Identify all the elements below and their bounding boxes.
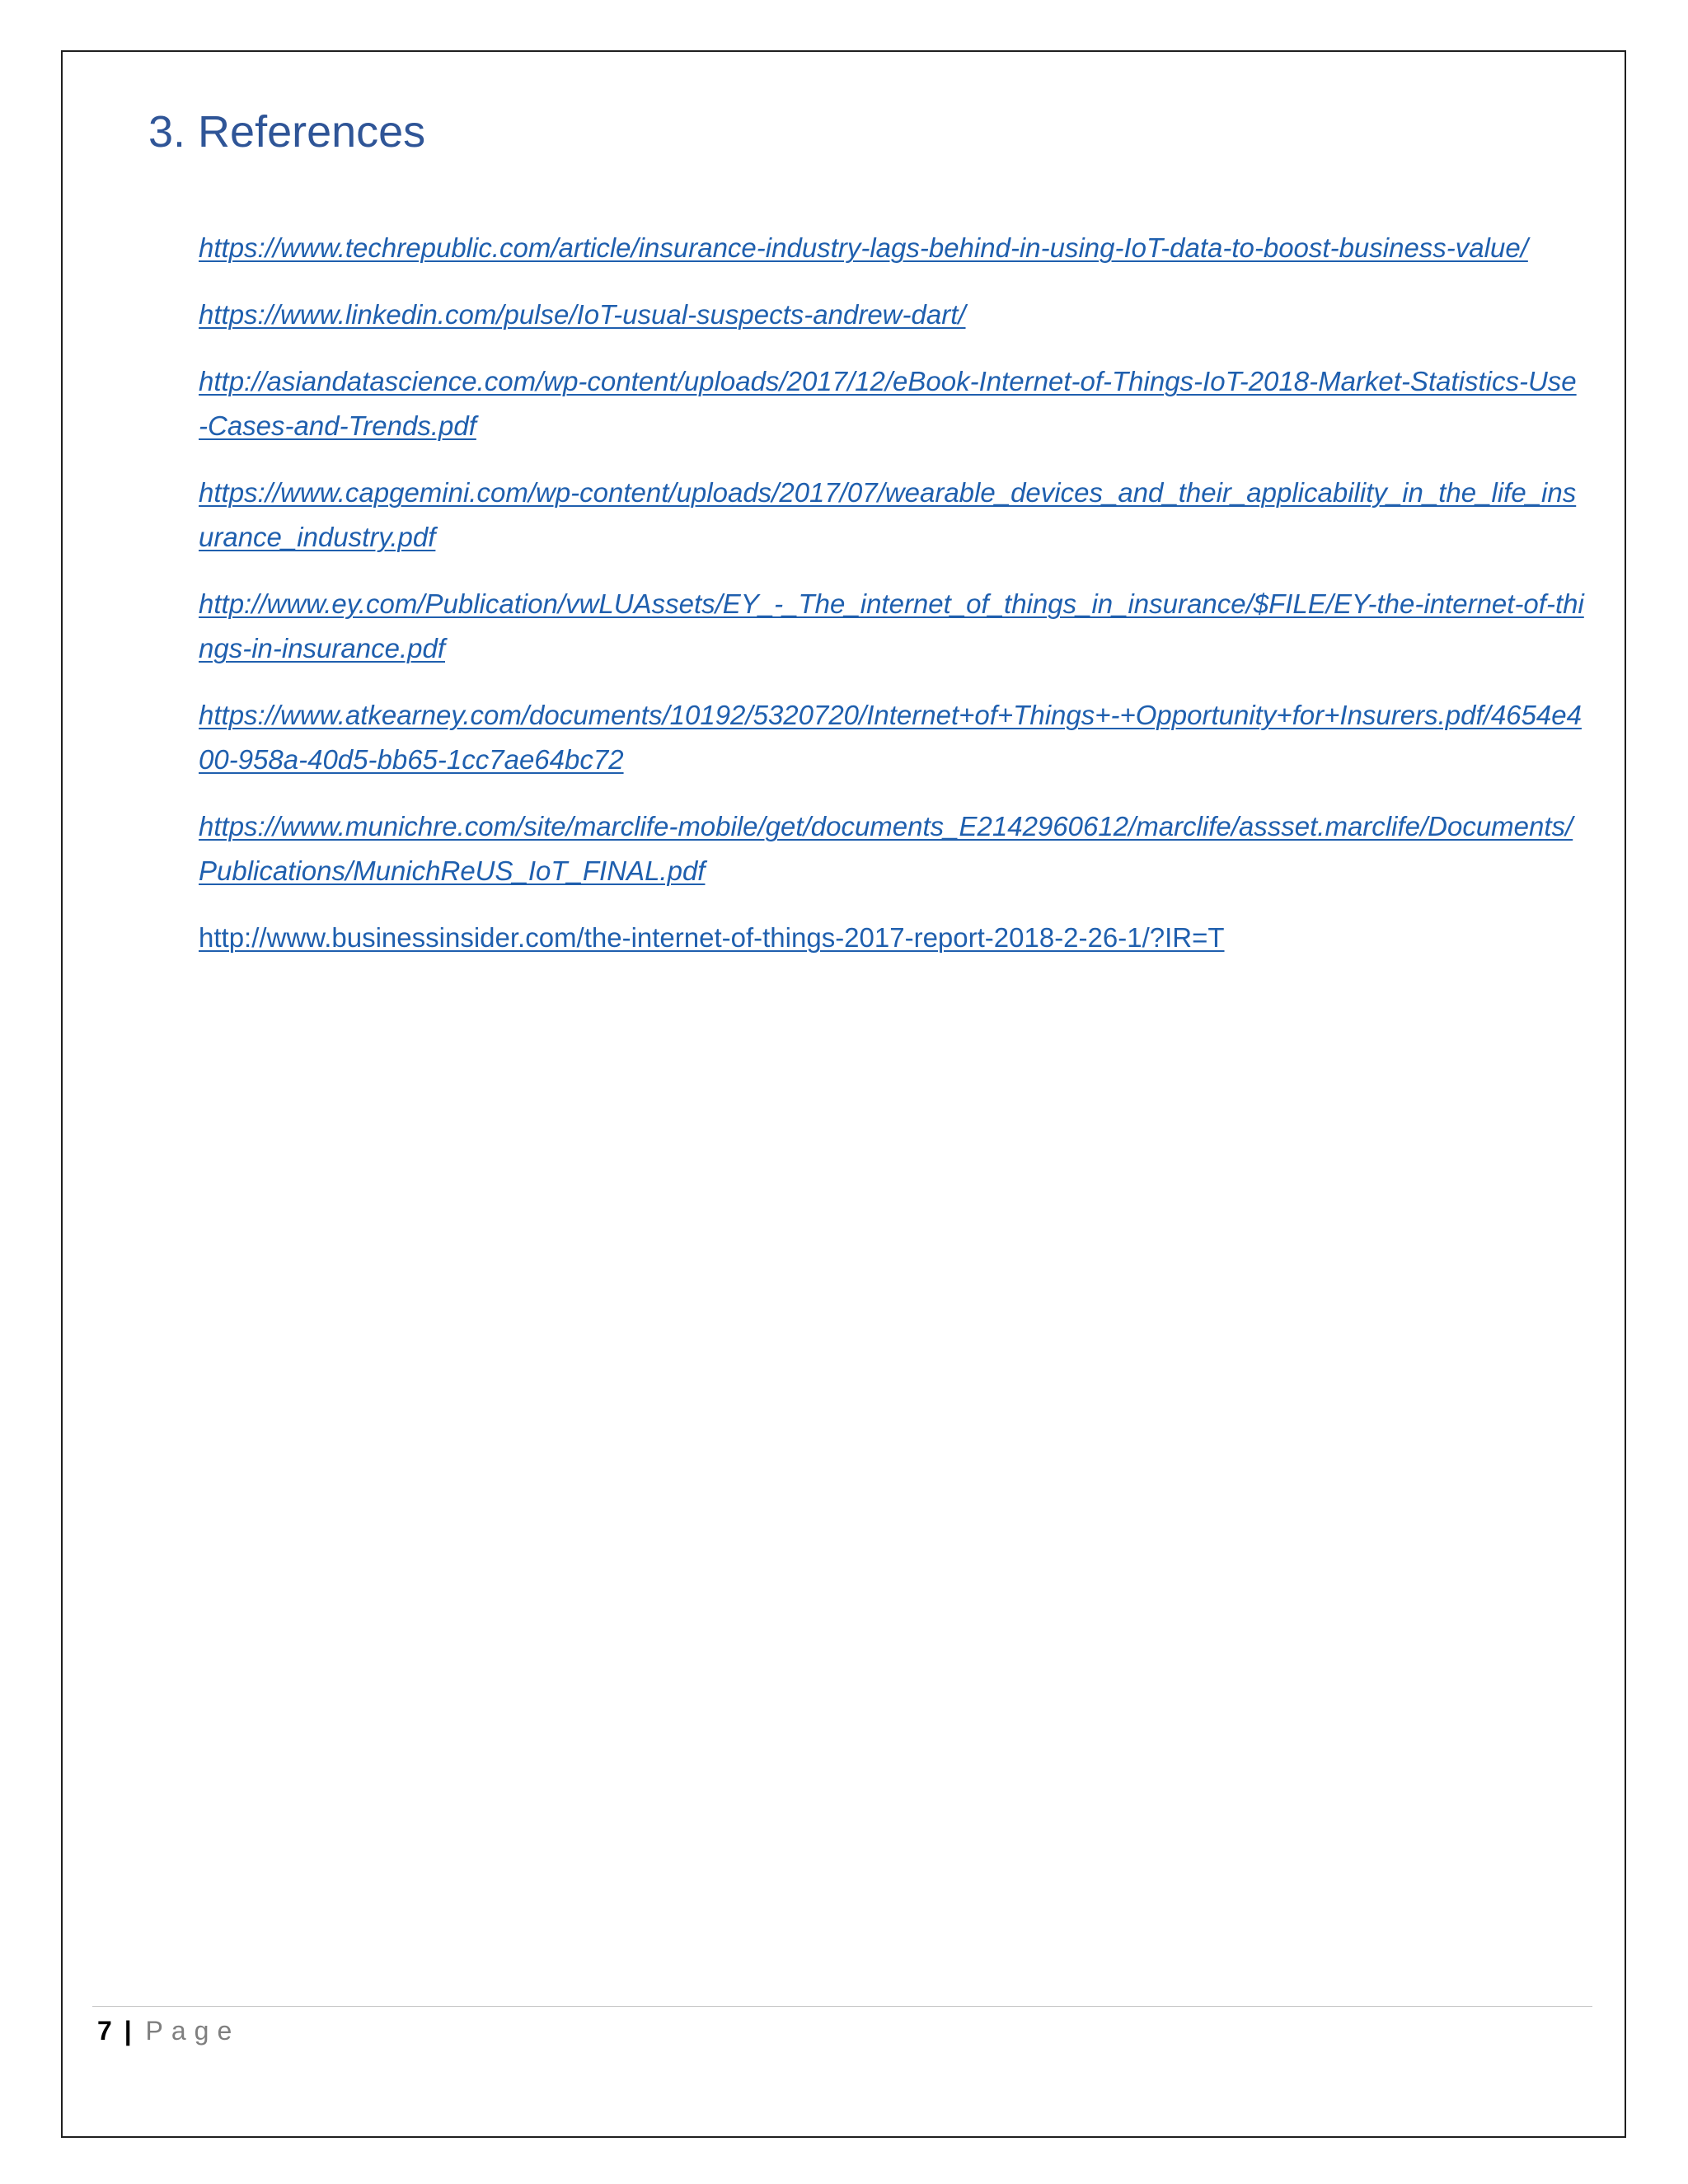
reference-item <box>199 359 1585 448</box>
reference-link[interactable]: https://www.munichre.com/site/marclife-mobile/get/documents_E2142960612/marclife/assset.marclife/Documents/Publications/MunichReUS_IoT_FINAL.pdf <box>199 811 1573 886</box>
page-label: Page <box>145 2016 241 2046</box>
reference-link[interactable]: http://www.businessinsider.com/the-internet-of-things-2017-report-2018-2-26-1/?IR=T <box>199 922 1225 953</box>
reference-list <box>199 226 1585 982</box>
reference-item <box>199 916 1585 960</box>
reference-link[interactable]: https://www.techrepublic.com/article/insurance-industry-lags-behind-in-using-IoT-data-to-boost-business-value/ <box>199 232 1528 263</box>
reference-item <box>199 804 1585 893</box>
reference-link[interactable]: https://www.linkedin.com/pulse/IoT-usual-suspects-andrew-dart/ <box>199 299 966 330</box>
reference-link[interactable]: https://www.atkearney.com/documents/10192/5320720/Internet+of+Things+-+Opportunity+for+Insurers.pdf/4654e400-958a-40d5-bb65-1cc7ae64bc72 <box>199 700 1582 775</box>
section-heading: 3. References <box>148 107 426 157</box>
footer-divider <box>92 2006 1592 2007</box>
reference-item <box>199 293 1585 337</box>
reference-link[interactable]: http://www.ey.com/Publication/vwLUAssets/EY_-_The_internet_of_things_in_insurance/$FILE/EY-the-internet-of-things-in-insurance.pdf <box>199 588 1584 663</box>
reference-item <box>199 582 1585 671</box>
reference-link[interactable]: https://www.capgemini.com/wp-content/uploads/2017/07/wearable_devices_and_their_applicability_in_the_life_insurance_industry.pdf <box>199 477 1577 552</box>
reference-item <box>199 226 1585 270</box>
footer-separator: | <box>124 2016 132 2046</box>
reference-item <box>199 693 1585 782</box>
reference-link[interactable]: http://asiandatascience.com/wp-content/uploads/2017/12/eBook-Internet-of-Things-IoT-2018-Market-Statistics-Use-Cases-and-Trends.pdf <box>199 366 1577 441</box>
reference-item <box>199 471 1585 560</box>
page-number: 7 <box>97 2016 112 2046</box>
page-footer <box>97 2013 240 2049</box>
